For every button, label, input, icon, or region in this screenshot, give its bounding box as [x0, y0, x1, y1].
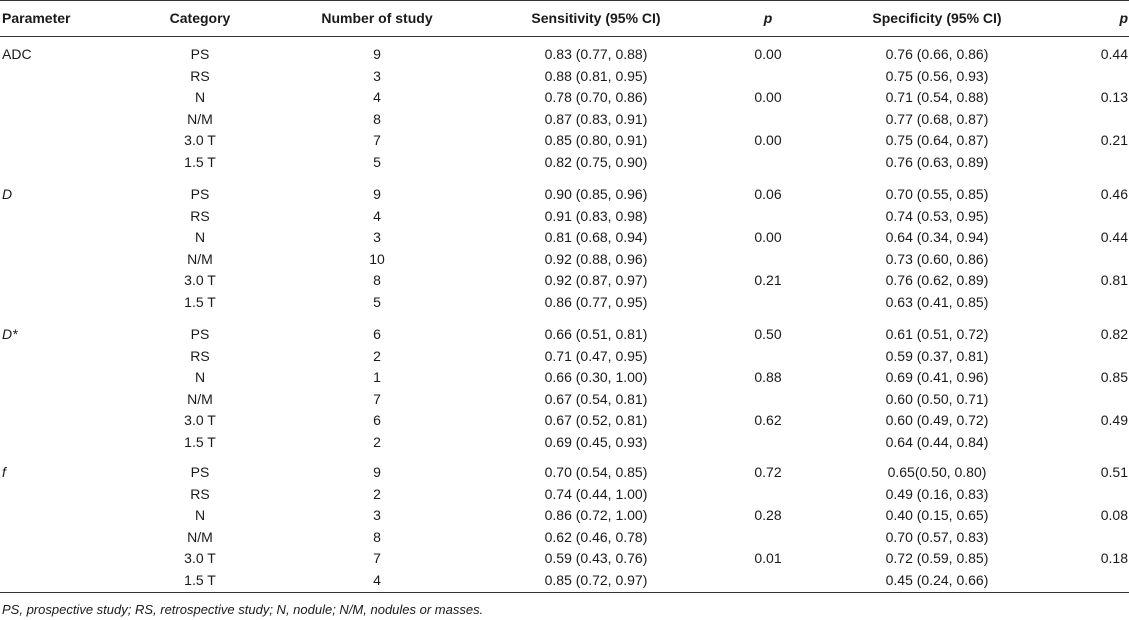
cell-sensitivity: 0.83 (0.77, 0.88)	[544, 46, 648, 62]
cell-number-of-study: 8	[373, 272, 381, 288]
cell-sensitivity: 0.92 (0.88, 0.96)	[544, 250, 648, 267]
cell-p-specificity: 0.85	[1100, 369, 1128, 385]
header-p-sensitivity: p	[763, 10, 773, 26]
cell-category: PS	[190, 464, 210, 480]
cell-category: 1.5 T	[184, 293, 216, 310]
cell-specificity: 0.61 (0.51, 0.72)	[885, 326, 989, 342]
cell-number-of-study: 3	[373, 67, 381, 84]
cell-number-of-study: 6	[373, 326, 381, 342]
cell-specificity: 0.64 (0.34, 0.94)	[885, 229, 989, 245]
cell-sensitivity: 0.92 (0.87, 0.97)	[544, 272, 648, 288]
cell-category: N/M	[187, 528, 213, 545]
cell-sensitivity: 0.86 (0.72, 1.00)	[544, 507, 648, 523]
cell-category: 3.0 T	[184, 132, 216, 148]
cell-specificity: 0.40 (0.15, 0.65)	[885, 507, 989, 523]
cell-p-specificity: 0.82	[1100, 326, 1128, 342]
cell-p-sensitivity: 0.00	[754, 89, 782, 105]
cell-p-sensitivity: 0.28	[754, 507, 782, 523]
cell-category: 3.0 T	[184, 272, 216, 288]
cell-category: N	[194, 229, 206, 245]
cell-p-specificity: 0.49	[1100, 412, 1128, 428]
cell-sensitivity: 0.71 (0.47, 0.95)	[544, 347, 648, 364]
header-category: Category	[169, 10, 231, 26]
header-specificity: Specificity (95% CI)	[872, 10, 1002, 26]
cell-p-specificity: 0.21	[1100, 132, 1128, 148]
cell-p-specificity: 0.08	[1100, 507, 1128, 523]
cell-specificity: 0.60 (0.49, 0.72)	[885, 412, 989, 428]
cell-number-of-study: 3	[373, 507, 381, 523]
header-parameter: Parameter	[2, 10, 71, 26]
cell-number-of-study: 2	[373, 485, 381, 502]
cell-category: PS	[190, 326, 210, 342]
cell-sensitivity: 0.69 (0.45, 0.93)	[544, 433, 648, 450]
cell-specificity: 0.60 (0.50, 0.71)	[885, 390, 989, 407]
table-header-rule	[0, 36, 1129, 37]
cell-p-sensitivity: 0.01	[754, 550, 782, 566]
cell-number-of-study: 6	[373, 412, 381, 428]
cell-category: N	[194, 369, 206, 385]
header-sensitivity: Sensitivity (95% CI)	[531, 10, 661, 26]
cell-number-of-study: 4	[373, 571, 381, 588]
cell-number-of-study: 5	[373, 153, 381, 170]
cell-specificity: 0.72 (0.59, 0.85)	[885, 550, 989, 566]
cell-p-specificity: 0.81	[1100, 272, 1128, 288]
cell-number-of-study: 7	[373, 132, 381, 148]
cell-p-sensitivity: 0.21	[754, 272, 782, 288]
cell-specificity: 0.49 (0.16, 0.83)	[885, 485, 989, 502]
cell-sensitivity: 0.85 (0.80, 0.91)	[544, 132, 648, 148]
cell-specificity: 0.74 (0.53, 0.95)	[885, 207, 989, 224]
cell-sensitivity: 0.81 (0.68, 0.94)	[544, 229, 648, 245]
cell-p-sensitivity: 0.00	[754, 46, 782, 62]
cell-category: RS	[190, 207, 210, 224]
cell-sensitivity: 0.66 (0.30, 1.00)	[544, 369, 648, 385]
cell-category: N/M	[187, 110, 213, 127]
cell-number-of-study: 10	[369, 250, 385, 267]
cell-number-of-study: 4	[373, 89, 381, 105]
cell-category: N/M	[187, 250, 213, 267]
cell-sensitivity: 0.86 (0.77, 0.95)	[544, 293, 648, 310]
cell-specificity: 0.64 (0.44, 0.84)	[885, 433, 989, 450]
cell-category: RS	[190, 485, 210, 502]
cell-number-of-study: 2	[373, 433, 381, 450]
cell-p-specificity: 0.46	[1100, 186, 1128, 202]
cell-specificity: 0.45 (0.24, 0.66)	[885, 571, 989, 588]
cell-number-of-study: 9	[373, 46, 381, 62]
cell-p-specificity: 0.51	[1100, 464, 1128, 480]
cell-sensitivity: 0.67 (0.54, 0.81)	[544, 390, 648, 407]
cell-specificity: 0.76 (0.62, 0.89)	[885, 272, 989, 288]
cell-category: 1.5 T	[184, 153, 216, 170]
cell-specificity: 0.77 (0.68, 0.87)	[885, 110, 989, 127]
header-p-specificity: p	[1119, 10, 1128, 26]
cell-sensitivity: 0.87 (0.83, 0.91)	[544, 110, 648, 127]
cell-sensitivity: 0.66 (0.51, 0.81)	[544, 326, 648, 342]
cell-specificity: 0.70 (0.55, 0.85)	[885, 186, 989, 202]
cell-parameter: D	[2, 186, 13, 202]
cell-sensitivity: 0.90 (0.85, 0.96)	[544, 186, 648, 202]
cell-p-sensitivity: 0.00	[754, 132, 782, 148]
cell-number-of-study: 4	[373, 207, 381, 224]
cell-specificity: 0.65(0.50, 0.80)	[887, 464, 987, 480]
cell-category: PS	[190, 46, 210, 62]
cell-category: N/M	[187, 390, 213, 407]
cell-specificity: 0.63 (0.41, 0.85)	[885, 293, 989, 310]
table-top-rule	[0, 0, 1129, 1]
cell-p-specificity: 0.44	[1100, 46, 1128, 62]
cell-specificity: 0.76 (0.66, 0.86)	[885, 46, 989, 62]
cell-number-of-study: 5	[373, 293, 381, 310]
cell-p-sensitivity: 0.72	[754, 464, 782, 480]
cell-parameter: ADC	[2, 46, 32, 62]
cell-sensitivity: 0.74 (0.44, 1.00)	[544, 485, 648, 502]
cell-specificity: 0.75 (0.56, 0.93)	[885, 67, 989, 84]
cell-category: 1.5 T	[184, 571, 216, 588]
cell-category: 1.5 T	[184, 433, 216, 450]
cell-sensitivity: 0.88 (0.81, 0.95)	[544, 67, 648, 84]
cell-p-sensitivity: 0.88	[754, 369, 782, 385]
cell-sensitivity: 0.70 (0.54, 0.85)	[544, 464, 648, 480]
cell-p-sensitivity: 0.00	[754, 229, 782, 245]
cell-number-of-study: 7	[373, 390, 381, 407]
cell-sensitivity: 0.78 (0.70, 0.86)	[544, 89, 648, 105]
cell-category: 3.0 T	[184, 412, 216, 428]
cell-number-of-study: 9	[373, 186, 381, 202]
cell-p-specificity: 0.13	[1100, 89, 1128, 105]
cell-p-specificity: 0.18	[1100, 550, 1128, 566]
cell-number-of-study: 1	[373, 369, 381, 385]
cell-number-of-study: 7	[373, 550, 381, 566]
cell-p-sensitivity: 0.06	[754, 186, 782, 202]
cell-number-of-study: 8	[373, 110, 381, 127]
cell-specificity: 0.71 (0.54, 0.88)	[885, 89, 989, 105]
cell-p-specificity: 0.44	[1100, 229, 1128, 245]
cell-sensitivity: 0.62 (0.46, 0.78)	[544, 528, 648, 545]
cell-number-of-study: 9	[373, 464, 381, 480]
header-number-of-study: Number of study	[321, 10, 433, 26]
cell-sensitivity: 0.67 (0.52, 0.81)	[544, 412, 648, 428]
cell-p-sensitivity: 0.50	[754, 326, 782, 342]
cell-sensitivity: 0.82 (0.75, 0.90)	[544, 153, 648, 170]
cell-p-sensitivity: 0.62	[754, 412, 782, 428]
cell-number-of-study: 8	[373, 528, 381, 545]
cell-number-of-study: 3	[373, 229, 381, 245]
cell-category: RS	[190, 347, 210, 364]
cell-parameter: D*	[2, 326, 18, 342]
cell-sensitivity: 0.91 (0.83, 0.98)	[544, 207, 648, 224]
table-bottom-rule	[0, 592, 1129, 593]
cell-sensitivity: 0.85 (0.72, 0.97)	[544, 571, 648, 588]
cell-parameter: f	[2, 464, 6, 480]
table-footnote: PS, prospective study; RS, retrospective study; N, nodule; N/M, nodules or masses.	[2, 602, 484, 617]
cell-specificity: 0.59 (0.37, 0.81)	[885, 347, 989, 364]
cell-category: PS	[190, 186, 210, 202]
cell-category: N	[194, 89, 206, 105]
cell-category: N	[194, 507, 206, 523]
cell-sensitivity: 0.59 (0.43, 0.76)	[544, 550, 648, 566]
cell-specificity: 0.70 (0.57, 0.83)	[885, 528, 989, 545]
cell-specificity: 0.69 (0.41, 0.96)	[885, 369, 989, 385]
cell-category: 3.0 T	[184, 550, 216, 566]
cell-specificity: 0.76 (0.63, 0.89)	[885, 153, 989, 170]
cell-specificity: 0.75 (0.64, 0.87)	[885, 132, 989, 148]
cell-number-of-study: 2	[373, 347, 381, 364]
cell-category: RS	[190, 67, 210, 84]
cell-specificity: 0.73 (0.60, 0.86)	[885, 250, 989, 267]
